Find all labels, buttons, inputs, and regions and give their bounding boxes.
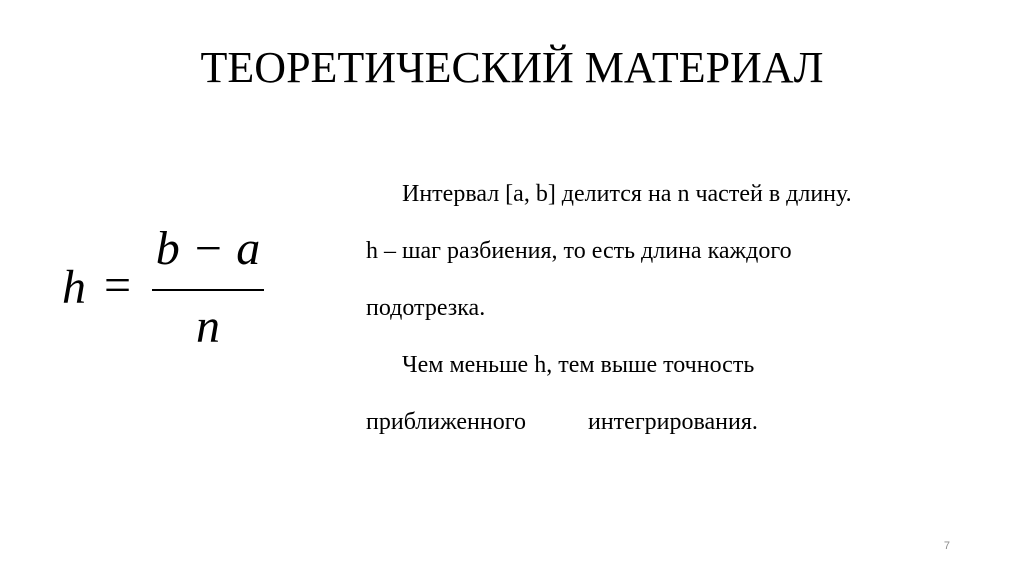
text-line: Чем меньше h, тем выше точность <box>402 352 755 378</box>
text-line: Интервал [a, b] делится на n частей в длину. <box>402 181 852 207</box>
text-word: приближенного <box>366 409 526 435</box>
text-line-split <box>366 398 976 455</box>
formula-denominator: n <box>196 300 220 353</box>
text-line: подотрезка. <box>366 295 486 321</box>
fraction-bar <box>152 289 264 291</box>
body-text <box>366 170 976 455</box>
slide-title: ТЕОРЕТИЧЕСКИЙ МАТЕРИАЛ <box>200 43 824 92</box>
formula-numerator: b − a <box>155 222 261 275</box>
formula-equals: = <box>104 259 132 312</box>
text-word: интегрирования. <box>587 409 758 435</box>
formula-lhs: h <box>62 261 86 314</box>
step-formula <box>62 220 272 360</box>
text-line: h – шаг разбиения, то есть длина каждого <box>366 238 792 264</box>
page-number: 7 <box>943 540 950 552</box>
